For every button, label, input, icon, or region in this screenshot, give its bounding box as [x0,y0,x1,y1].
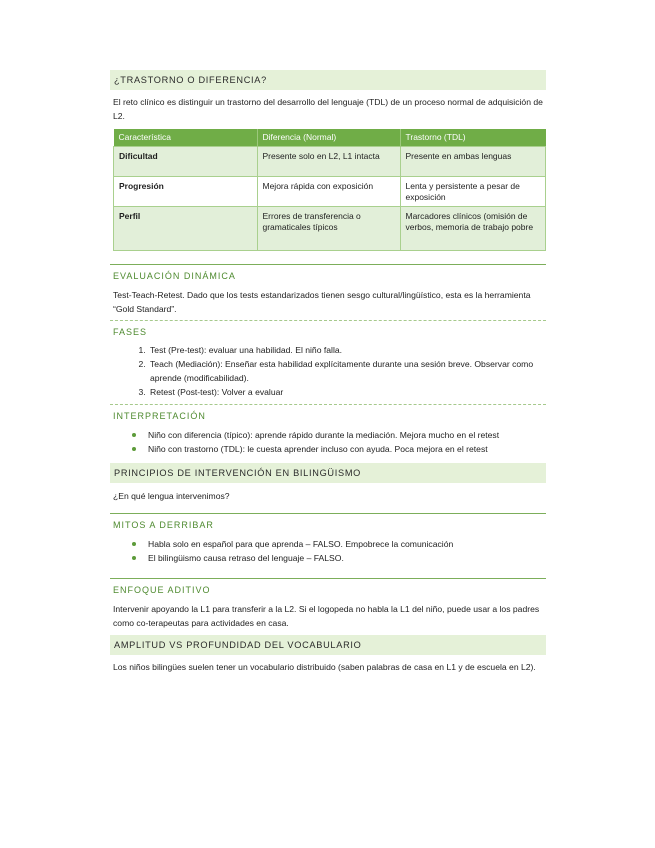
section-heading-trastorno-o-diferencia: ¿TRASTORNO O DIFERENCIA? [110,70,546,90]
bullet-icon [132,433,136,437]
table-row-header: Perfil [114,207,258,251]
table-row [114,147,546,177]
subheading-fases: FASES [113,327,148,337]
list-item [148,428,546,442]
section-divider [110,264,546,265]
section-divider [110,513,546,514]
subheading-mitos-a-derribar: MITOS A DERRIBAR [113,520,214,530]
table-row [114,207,546,251]
list-item-text: Niño con trastorno (TDL): le cuesta aprender incluso con ayuda. Poca mejora en el retest [148,444,488,454]
evaluacion-dinamica-paragraph: Test-Teach-Retest. Dado que los tests estandarizados tienen sesgo cultural/lingüístico, esta es la herramienta “Gold Standard”. [113,290,531,314]
table-header-cell: Diferencia (Normal) [257,129,400,147]
section-divider [110,578,546,579]
table-header-row [114,129,546,147]
intro-paragraph: El reto clínico es distinguir un trastorno del desarrollo del lenguaje (TDL) de un proceso normal de adquisición de L2. [113,97,543,121]
list-item: 3. Retest (Post-test): Volver a evaluar [148,385,546,399]
comparison-table [113,129,546,251]
table-cell: Marcadores clínicos (omisión de verbos, memoria de trabajo pobre [400,207,546,251]
bullet-icon [132,447,136,451]
fases-list [110,343,546,399]
table-cell: Presente en ambas lenguas [400,147,546,177]
list-item [148,442,546,456]
list-item [148,551,546,565]
list-item: 1. Test (Pre-test): evaluar una habilidad. El niño falla. [148,343,546,357]
document-content [110,70,546,674]
bullet-icon [132,556,136,560]
section-heading-amplitud-vocabulario: AMPLITUD VS PROFUNDIDAD DEL VOCABULARIO [110,635,546,655]
table-cell: Errores de transferencia o gramaticales típicos [257,207,400,251]
bullet-icon [132,542,136,546]
section-divider [110,320,546,321]
list-item: 2. Teach (Mediación): Enseñar esta habilidad explícitamente durante una sesión breve. Observar como aprende (modificabilidad). [148,357,546,385]
subheading-enfoque-aditivo: ENFOQUE ADITIVO [113,585,211,595]
interpretacion-list [110,428,546,456]
table-cell: Presente solo en L2, L1 intacta [257,147,400,177]
list-item-text: Niño con diferencia (típico): aprende rápido durante la mediación. Mejora mucho en el retest [148,430,500,440]
list-item-text: Habla solo en español para que aprenda – FALSO. Empobrece la comunicación [148,539,454,549]
table-header-cell: Característica [114,129,258,147]
list-item [148,537,546,551]
list-item-text: El bilingüismo causa retraso del lenguaje – FALSO. [148,553,344,563]
mitos-list [110,537,546,565]
table-cell: Mejora rápida con exposición [257,177,400,207]
enfoque-aditivo-paragraph: Intervenir apoyando la L1 para transferir a la L2. Si el logopeda no habla la L1 del niño, puede usar a los padres como co-terapeutas para actividades en casa. [113,604,540,628]
table-row [114,177,546,207]
table-row-header: Dificultad [114,147,258,177]
table-header-cell: Trastorno (TDL) [400,129,546,147]
subheading-interpretacion: INTERPRETACIÓN [113,411,206,421]
section-heading-principios-intervencion: PRINCIPIOS DE INTERVENCIÓN EN BILINGÜISMO [110,463,546,483]
principios-paragraph: ¿En qué lengua intervenimos? [113,491,230,501]
subheading-evaluacion-dinamica: EVALUACIÓN DINÁMICA [113,271,236,281]
section-divider [110,404,546,405]
vocabulario-paragraph: Los niños bilingües suelen tener un vocabulario distribuido (saben palabras de casa en L1 y de escuela en L2). [113,662,536,672]
table-row-header: Progresión [114,177,258,207]
table-cell: Lenta y persistente a pesar de exposición [400,177,546,207]
